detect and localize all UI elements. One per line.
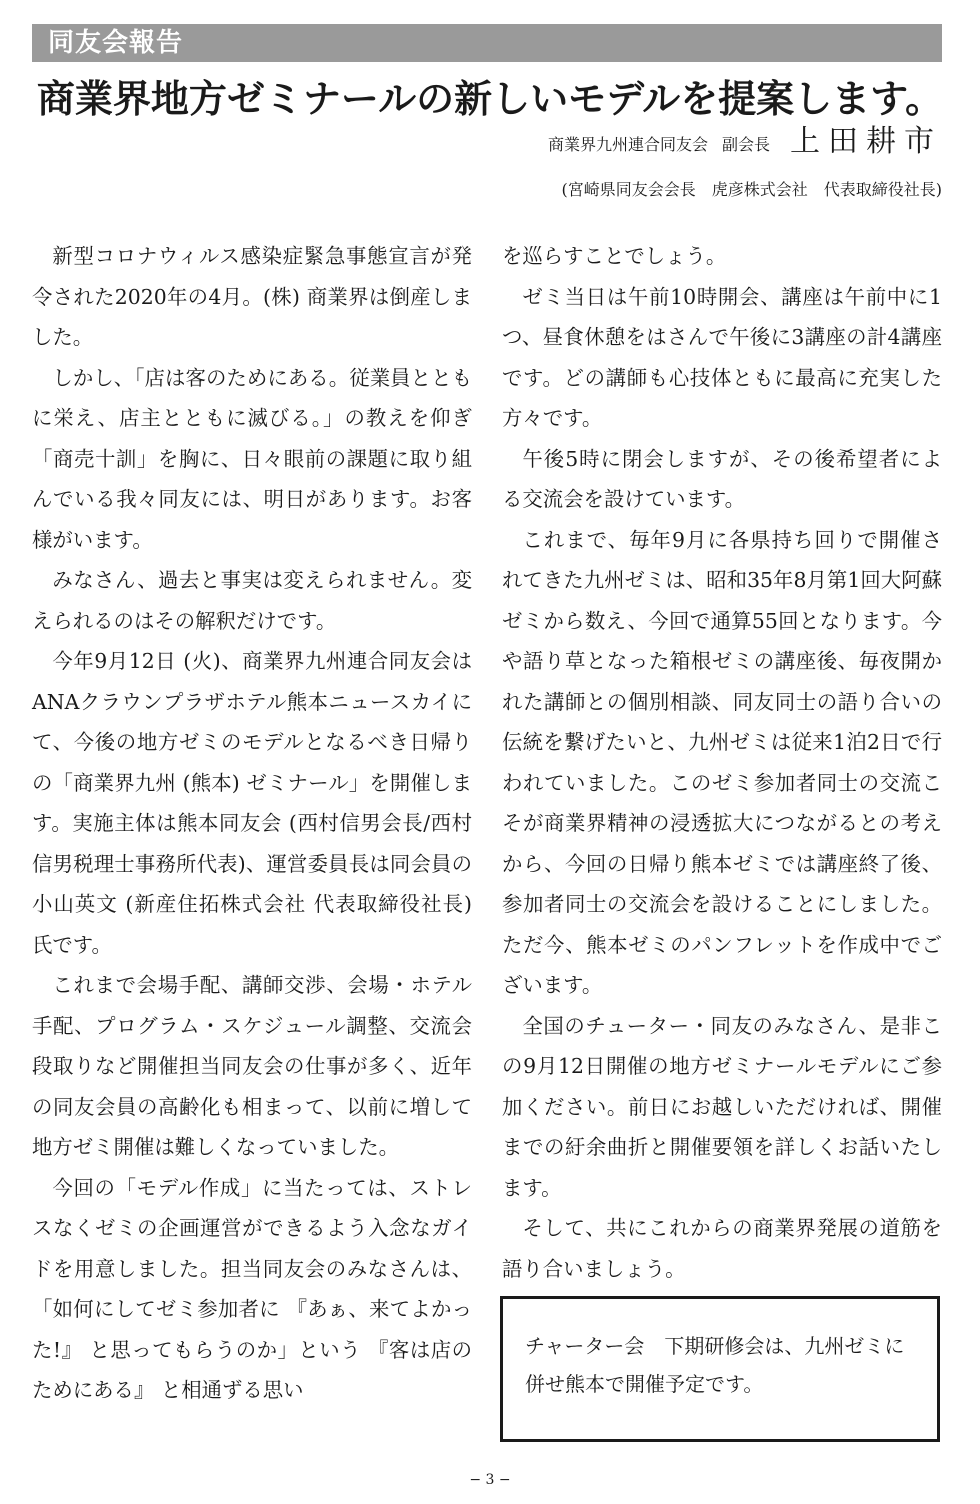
paragraph: 今回の「モデル作成」に当たっては、ストレスなくゼミの企画運営ができるよう入念なガイドを用意しました。担当同友会のみなさんは、「如何にしてゼミ参加者に 『あぁ、来てよかった!』 と思ってもらうのか」という 『客は店のためにある』 と相通ずる思い [32, 1175, 472, 1402]
article-title: 商業界地方ゼミナールの新しいモデルを提案します。 [36, 77, 944, 121]
notice-text: チャーター会 下期研修会は、九州ゼミに併せ熊本で開催予定です。 [525, 1334, 905, 1396]
author-line [548, 124, 942, 160]
paragraph: これまで、毎年9月に各県持ち回りで開催されてきた九州ゼミは、昭和35年8月第1回大阿蘇ゼミから数え、今回で通算55回となります。今や語り草となった箱根ゼミの講座後、毎夜開かれた講師との個別相談、同友同士の語り合いの伝統を繋げたいと、九州ゼミは従来1泊2日で行われていました。このゼミ参加者同士の交流こそが商業界精神の浸透拡大につながるとの考えから、今回の日帰り熊本ゼミでは講座終了後、参加者同士の交流会を設けることにしました。ただ今、熊本ゼミのパンフレットを作成中でございます。 [502, 527, 942, 997]
right-column [502, 236, 942, 1289]
author-organization: 商業界九州連合同友会 [547, 135, 708, 154]
paragraph: これまで会場手配、講師交渉、会場・ホテル手配、プログラム・スケジュール調整、交流会段取りなど開催担当同友会の仕事が多く、近年の同友会員の高齢化も相まって、以前に増して地方ゼミ開催は難しくなっていました。 [32, 973, 472, 1159]
paragraph: ゼミ当日は午前10時開会、講座は午前中に1つ、昼食休憩をはさんで午後に3講座の計4講座です。どの講師も心技体ともに最高に充実した方々です。 [502, 284, 942, 430]
paragraph: しかし、「店は客のためにある。従業員とともに栄え、店主とともに滅びる。」の教えを仰ぎ「商売十訓」を胸に、日々眼前の課題に取り組んでいる我々同友には、明日があります。お客様がいます。 [32, 365, 472, 552]
left-column [32, 236, 472, 1411]
paragraph: 新型コロナウィルス感染症緊急事態宣言が発令された2020年の4月。(株) 商業界は倒産しました。 [32, 244, 472, 349]
section-header-bar [32, 24, 942, 62]
paragraph: 午後5時に閉会しますが、その後希望者による交流会を設けています。 [502, 446, 942, 511]
notice-box [500, 1296, 940, 1442]
author-affiliation: (宮崎県同友会会長 虎彦株式会社 代表取締役社長) [561, 180, 942, 199]
section-label: 同友会報告 [48, 28, 184, 58]
paragraph: 全国のチューター・同友のみなさん、是非この9月12日開催の地方ゼミナールモデルにご参加ください。前日にお越しいただければ、開催までの紆余曲折と開催要領を詳しくお話いたします。 [502, 1013, 942, 1200]
author-name: 上田耕市 [790, 124, 942, 159]
paragraph: 今年9月12日 (火)、商業界九州連合同友会はANAクラウンプラザホテル熊本ニュースカイにて、今後の地方ゼミのモデルとなるべき日帰りの「商業界九州 (熊本) ゼミナール」を開催します。実施主体は熊本同友会 (西村信男会長/西村信男税理士事務所代表)、運営委員長は同会員の小山英文 (新産住拓株式会社 代表取締役社長) 氏です。 [32, 649, 472, 957]
page-number: − 3 − [469, 1472, 511, 1488]
paragraph: そして、共にこれからの商業界発展の道筋を語り合いましょう。 [502, 1216, 942, 1281]
paragraph-continuation: を巡らすことでしょう。 [502, 244, 727, 268]
paragraph: みなさん、過去と事実は変えられません。変えられるのはその解釈だけです。 [32, 568, 472, 633]
author-role: 副会長 [721, 135, 770, 154]
